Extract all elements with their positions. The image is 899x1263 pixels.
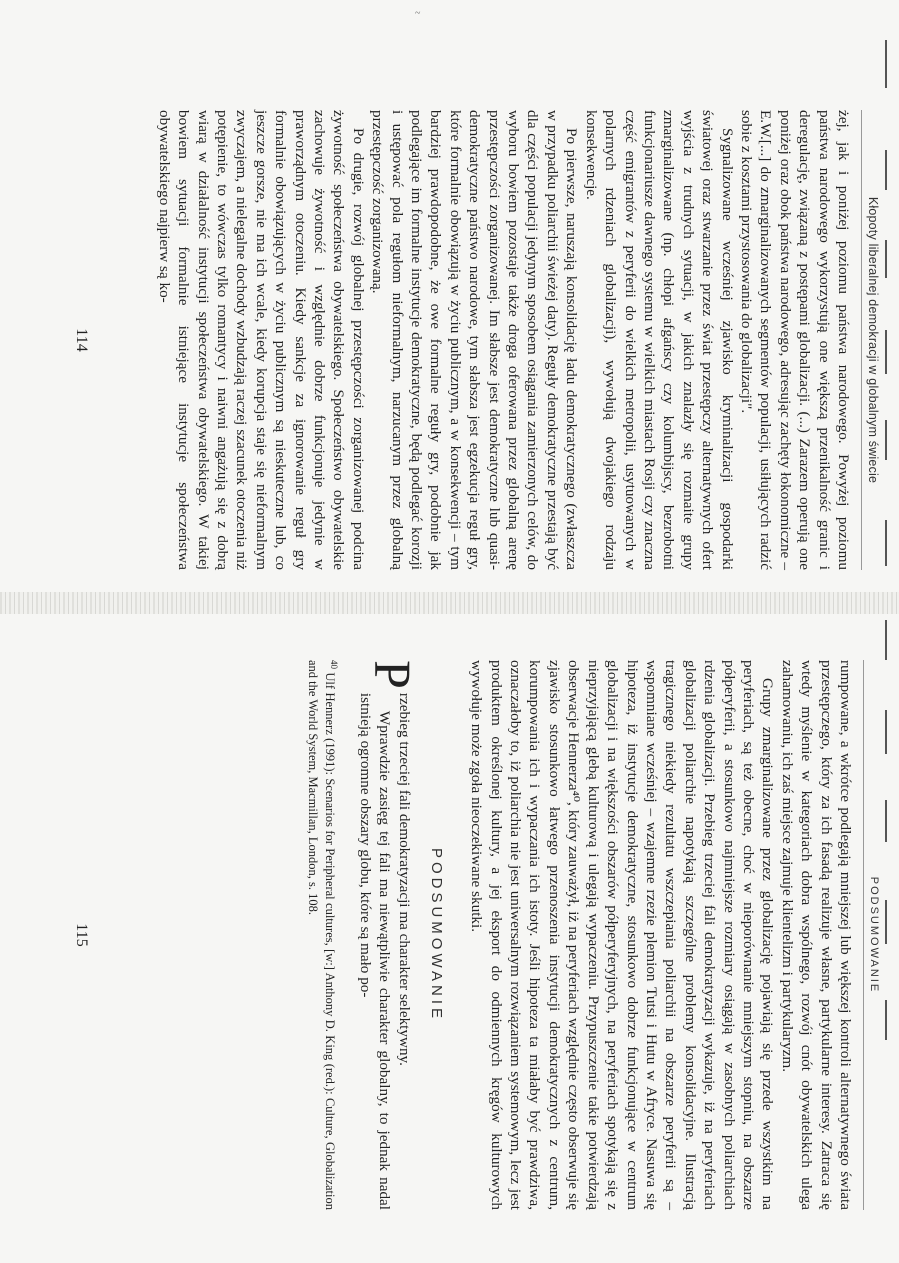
dropcap: P [362,660,420,689]
footnote-text: Ulf Hennerz (1991): Scenarios for Peripheral cultures, [w:] Anthony D. King (red.): Culture, Globalization and the World System, Macmillan, London, s. 108. [306,660,337,1210]
paragraph: Po pierwsze, naruszają konsolidację ładu demokratycznego (zwłaszcza w przypadku poliarchii świeżej daty). Reguły demokratyczne przestają być dla części populacji jedynym sposobem osiągania zamierzonych celów, do wyboru bowiem pozostaje także droga oferowana przez globalną arenę przestępczości zorganizowanej. Im słabsze jest demokratyczne lub quasi-demokratyczne państwo narodowe, tym słabsza jest egzekucja reguł gry, które formalnie obowiązują w życiu publicznym, a w konsekwencji – tym bardziej prawdopodobne, że owe formalne reguły gry, podobnie jak podlegające im formalne instytucje demokratyczne, będą podlegać korozji i ustępować pola regułom nieformalnym, narzucanym przez globalną przestępczość zorganizowaną. [369,110,581,570]
page-114 [73,90,880,590]
page-body [467,660,855,1210]
paragraph: Sygnalizowane wcześniej zjawisko kryminalizacji gospodarki światowej oraz stwarzanie przez świat przestępczy alternatywnych ofert wyjścia z trudnych sytuacji, w jakich znalazły się rozmaite grupy zmarginalizowane (np. chłopi afgańscy czy kolumbijscy, bezrobotni funkcjonariusze dawnego systemu w wielkich miastach Rosji czy znaczna część emigrantów z peryferii do wielkich metropolii, usytuowanych w polarnych rdzeniach globalizacji), wywołują dwojakiego rodzaju konsekwencje. [582,110,736,570]
paragraph: Grupy zmarginalizowane przez globalizację pojawiają się przede wszystkim na peryferiach, są też obecne, choć w nieporównanie mniejszym stopniu, na obszarze półperyferii, a stosunkowo najmniejsze rozmiary osiągają w zasobnych poliarchiach rdzenia globalizacji. Przebieg trzeciej fali demokratyzacji wykazuje, iż na peryferiach globalizacji poliarchie napotykają szczególne problemy konsolidacyjne. Ilustracją tragicznego niekiedy rezultatu wszczepiania poliarchii na obszarze peryferii są – wspomniane wcześniej – wzajemne rzezie plemion Tutsi i Hutu w Afryce. Nasuwa się hipoteza, iż instytucje demokratyczne, stosunkowo dobrze funkcjonujące w centrum globalizacji i na większości obszarów półperyferyjnych, na peryferiach spotykają się z nieprzyjającą glebą kulturową i ulegają wypaczeniu. Przypuszczenie takie potwierdzają obserwacje Hennerza⁴⁰, który zauważył, iż na peryferiach względnie często obserwuje się zjawisko stosunkowo łatwego przenoszenia instytucji demokratycznych z centrum, korumpowania ich i wypaczania ich istoty. Jeśli hipoteza ta miałaby być prawdziwa, oznaczałoby to, iż poliarchia nie jest uniwersalnym rozwiązaniem systemowym, lecz jest produktem określonej kultury, a jej eksport do odmiennych kręgów kulturowych wywołuje może zgoła nieoczekiwane skutki. [468,660,777,1210]
page-number: 114 [73,328,90,352]
footnote-number: 40 [328,660,339,669]
scan-artifact: ~ [415,8,421,19]
section-title: PODSUMOWANIE [427,847,445,1023]
running-head: Kłopoty liberalnej demokracji w globalnym świecie [861,110,880,570]
paragraph: Po drugie, rozwój globalnej przestępczości zorganizowanej podcina żywotność społeczeństwa obywatelskiego. Społeczeństwo obywatelskie zachowuje żywotność i względnie dobrze funkcjonuje jedynie w praworządnym otoczeniu. Kiedy sankcje za ignorowanie reguł gry formalnie obowiązujących w życiu publicznym są nieskuteczne lub, co jeszcze gorsze, nie ma ich wcale, kiedy korupcja staje się nieformalnym zwyczajem, a nielegalne dochody wzbudzają raczej szacunek otoczenia niż potępienie, to wówczas tylko romantycy i naiwni angażują się z dobrą wiarą w działalność instytucji społeczeństwa obywatelskiego. W takiej bowiem sytuacji formalnie istniejące instytucje społeczeństwa obywatelskiego najpierw są ko- [155,110,367,570]
paragraph: rumpowane, a wkrótce podlegają mniejszej lub większej kontroli alternatywnego świata przestępczego, który za ich fasadą realizuje własne, partykularne interesy. Zatraca się wtedy myślenie w kategoriach dobra wspólnego, rozwój cnót obywatelskich ulega zahamowaniu, ich zaś miejsce zajmuje klientelizm i partykularyzm. [778,660,854,1210]
book-gutter [0,592,899,614]
footnote [306,660,342,1210]
page-115 [73,640,880,1230]
running-head: PODSUMOWANIE [863,660,880,1210]
paragraph: Wprawdzie zasięg tej fali ma niewątpliwie charakter globalny, to jednak nadal istnieją ogromne obszary globu, które są mało po- [357,692,394,1210]
page-number: 115 [73,923,90,947]
paragraph-text: rzebieg trzeciej fali demokratyzacji ma charakter selektywny. [395,692,413,1066]
paragraph: żej, jak i poniżej poziomu państwa narodowego. Powyżej poziomu państwa narodowego wykorzystują one większą przenikalność granic i deregulację, związaną z postępami globalizacji. (...) Zarazem operują one poniżej oraz obok państwa narodowego, adresując zachęty łokonomiczne – E.W.[...] do zmarginalizowanych segmentów populacji, usiłujących radzić sobie z kosztami przystosowania do globalizacji". [737,110,852,570]
page-body [154,110,853,570]
section-body [356,660,420,1210]
